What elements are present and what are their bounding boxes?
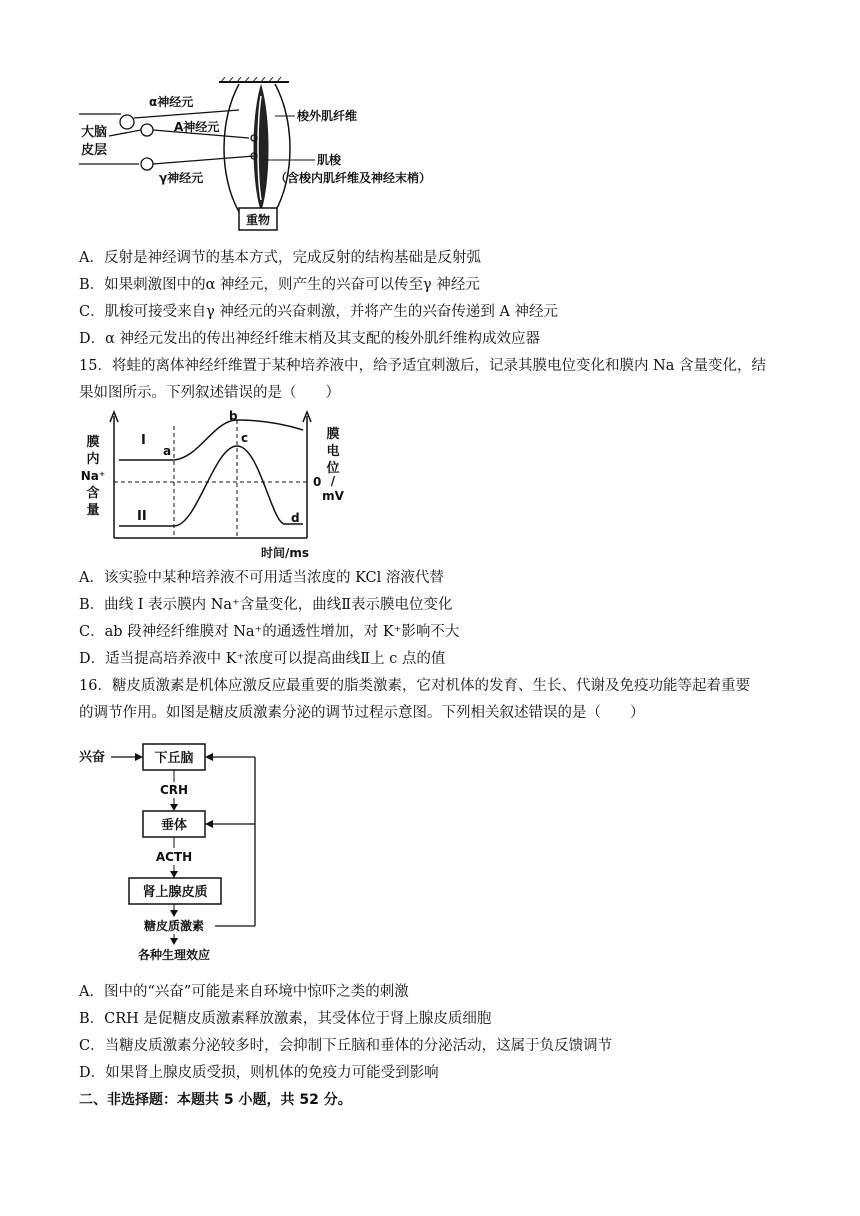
q14-option-c: C．肌梭可接受来自γ 神经元的兴奋刺激，并将产生的兴奋传递到 A 神经元 [79,304,559,320]
gamma-neuron-label: γ神经元 [159,171,204,185]
adrenal-label: 肾上腺皮质 [142,885,208,900]
effects-label: 各种生理效应 [137,948,211,962]
q16-stem-line1: 16．糖皮质激素是机体应激反应最重要的脂类激素，它对机体的发育、生长、代谢及免疫功能等起着重要 [79,678,750,694]
y-right-label-3: 位 [326,461,340,476]
q15-option-c: C．ab 段神经纤维膜对 Na⁺的通透性增加，对 K⁺影响不大 [79,624,460,640]
curve-i-label: I [141,433,146,448]
q14-option-d: D．α 神经元发出的传出神经纤维末梢及其支配的梭外肌纤维构成效应器 [79,331,541,347]
q14-option-a: A．反射是神经调节的基本方式，完成反射的结构基础是反射弧 [79,250,481,266]
zero-label: 0 [313,475,322,489]
q16-option-d: D．如果肾上腺皮质受损，则机体的免疫力可能受到影响 [79,1065,439,1081]
q15-stem-line2: 果如图所示。下列叙述错误的是（ ） [79,385,340,401]
q15-option-d: D．适当提高培养液中 K⁺浓度可以提高曲线Ⅱ上 c 点的值 [79,651,446,667]
q14-option-b: B．如果刺激图中的α 神经元，则产生的兴奋可以传至γ 神经元 [79,277,480,293]
q15-option-a: A．该实验中某种培养液不可用适当浓度的 KCl 溶液代替 [79,570,444,586]
y-right-label-5: mV [322,489,344,503]
q16-option-a: A．图中的“兴奋”可能是来自环境中惊吓之类的刺激 [79,984,409,1000]
spindle-label: 肌梭 [317,153,342,167]
a-neuron-label: A神经元 [174,120,220,134]
cortex-label-top: 大脑 [81,125,108,140]
y-left-label-1: 膜 [86,435,100,450]
q15-stem-line1: 15．将蛙的离体神经纤维置于某种培养液中，给予适宜刺激后，记录其膜电位变化和膜内 Na 含量变化，结 [79,358,766,374]
q15-option-b: B．曲线 I 表示膜内 Na⁺含量变化，曲线Ⅱ表示膜电位变化 [79,597,453,613]
cortex-label-bottom: 皮层 [81,143,108,158]
extrafusal-label: 梭外肌纤维 [297,109,358,123]
point-b-label: b [229,409,238,423]
hypothalamus-label: 下丘脑 [154,751,194,766]
curve-ii-label: II [137,509,147,524]
point-a-label: a [163,444,172,458]
alpha-neuron-label: α神经元 [149,95,194,109]
y-left-label-4: 含 [86,486,100,501]
q16-stem-line2: 的调节作用。如图是糖皮质激素分泌的调节过程示意图。下列相关叙述错误的是（ ） [79,705,645,721]
y-right-label-2: 电 [326,444,340,459]
gc-label: 糖皮质激素 [143,919,205,933]
point-c-label: c [241,431,249,445]
y-left-label-2: 内 [86,452,100,467]
point-d-label: d [291,511,300,525]
spindle-note-label: （含梭内肌纤维及神经末梢） [275,171,432,185]
hormone-regulation-flowchart [79,738,279,968]
membrane-potential-graph [79,408,359,563]
muscle-spindle-diagram [79,76,479,236]
pituitary-label: 垂体 [160,818,188,833]
acth-label: ACTH [155,850,193,864]
section-2-heading: 二、非选择题：本题共 5 小题，共 52 分。 [79,1092,352,1108]
x-axis-label: 时间/ms [261,546,310,560]
y-left-label-3: Na⁺ [80,469,106,483]
crh-label: CRH [159,783,189,797]
weight-label: 重物 [245,213,271,227]
excite-label: 兴奋 [79,750,106,765]
y-left-label-5: 量 [86,503,100,518]
y-right-label-1: 膜 [326,427,340,442]
q16-option-b: B．CRH 是促糖皮质激素释放激素，其受体位于肾上腺皮质细胞 [79,1011,492,1027]
y-right-label-4: / [330,474,336,488]
q16-option-c: C．当糖皮质激素分泌较多时，会抑制下丘脑和垂体的分泌活动，这属于负反馈调节 [79,1038,613,1054]
